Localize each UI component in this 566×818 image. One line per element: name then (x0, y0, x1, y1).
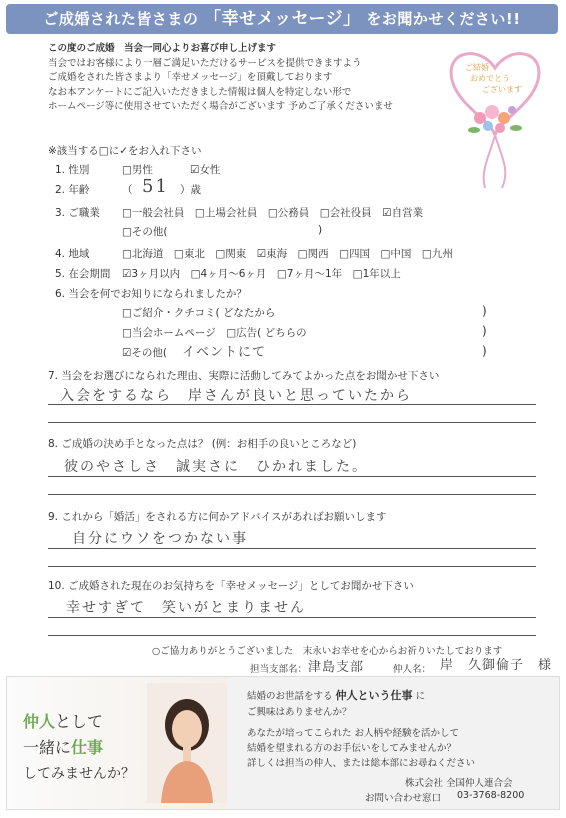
check-note: ※該当する□に✓をお入れ下さい (48, 145, 202, 157)
footer-right-line-4: 結婚を望まれる方のお手伝いをしてみませんか？ (247, 743, 457, 754)
q5-options[interactable]: ☑3ヶ月以内 □4ヶ月〜6ヶ月 □7ヶ月〜1年 □1年以上 (122, 268, 401, 280)
q6-paren-3: ) (482, 344, 487, 358)
answer-line (48, 566, 536, 567)
q3-label: 3. ご職業 (55, 207, 100, 219)
answer-line (48, 635, 536, 636)
q8-answer[interactable]: 彼のやさしさ 誠実さに ひかれました。 (64, 459, 368, 475)
thanks-text: ○ご協力ありがとうございました 末永いお幸せを心からお祈りいたしております (152, 646, 503, 657)
footer-right-line-5: 詳しくは担当の仲人、または総本部にお尋ねください (247, 758, 476, 769)
footer-headline-1: 仲人として (23, 712, 104, 731)
woman-photo-icon (147, 683, 227, 803)
deco-text-2: おめでとう (470, 74, 510, 83)
branch-label: 担当支部名： (250, 664, 308, 675)
q3-other-close: ) (318, 224, 323, 236)
q6-other-value[interactable]: イベントにて (182, 345, 267, 360)
header-highlight: 「幸せメッセージ」 (204, 9, 361, 29)
intro-line: ホームページ等に使用させていただく場合がございます 予めご了承くださいませ (48, 101, 393, 113)
q7-answer[interactable]: 入会をするなら 岸さんが良いと思っていたから (60, 388, 412, 404)
footer-right-line-1: 結婚のお世話をする 仲人という仕事 に (247, 689, 426, 702)
footer-company: 株式会社 全国仲人連合会 (405, 778, 513, 789)
q10-label: 10. ご成婚された現在のお気持ちを「幸せメッセージ」としてお聞かせ下さい (48, 580, 414, 592)
q4-label: 4. 地域 (55, 248, 90, 260)
intro-title: この度のご成婚 当会一同心よりお喜び申し上げます (48, 43, 277, 54)
q6-paren-1: ) (482, 304, 487, 318)
q4-options[interactable]: □北海道 □東北 □関東 ☑東海 □関西 □四国 □中国 □九州 (122, 248, 453, 260)
q7-label: 7. 当会をお選びになられた理由、実際に活動してみてよかった点をお聞かせ下さい (48, 370, 440, 382)
q2-label: 2. 年齢 (55, 184, 90, 196)
q1-label: 1. 性別 (55, 164, 90, 176)
q10-answer[interactable]: 幸せすぎて 笑いがとまりません (66, 600, 306, 616)
footer-right-line-3: あなたが培ってこられた お人柄や経験を活かして (247, 728, 460, 739)
answer-line (48, 548, 536, 549)
intro-line: 当会ではお客様により一層ご満足いただけるサービスを提供できますよう (48, 57, 362, 69)
q2-close: ）歳 (180, 184, 201, 196)
q6-label: 6. 当会を何でお知りになられましたか？ (55, 288, 247, 300)
q1-male-option[interactable]: □男性 (122, 164, 153, 176)
q2-age-value[interactable]: 51 (142, 176, 169, 197)
nakodo-label: 仲人名： (393, 664, 432, 675)
footer-left-panel (7, 677, 227, 809)
footer-headline-2: 一緒に仕事 (23, 738, 104, 757)
intro-text (48, 42, 448, 115)
answer-line (48, 617, 536, 618)
q6-paren-2: ) (482, 324, 487, 338)
header-pre: ご成婚された皆さまの (43, 10, 199, 28)
q5-label: 5. 在会期間 (55, 268, 111, 280)
intro-line: なお本アンケートにご記入いただきました情報は個人を特定しない形で (48, 86, 352, 98)
heart-bouquet-icon (440, 40, 550, 190)
q9-label: 9. これから「婚活」をされる方に何かアドバイスがあればお願いします (48, 511, 387, 523)
q2-open: （ (122, 184, 133, 196)
deco-text-1: ご結婚 (465, 63, 489, 72)
q6-option-referral[interactable]: □ご紹介・クチコミ( どなたから (122, 307, 276, 319)
header-post: をお聞かせください!! (366, 10, 521, 28)
q3-other[interactable]: □その他( (122, 226, 168, 238)
answer-line (48, 476, 536, 477)
intro-line: ご成婚をされた皆さまより「幸せメッセージ」を頂戴しております (48, 72, 333, 84)
footer-headline-3: してみませんか？ (23, 766, 135, 782)
answer-line (48, 494, 536, 495)
header-banner (6, 4, 558, 34)
q6-option-homepage[interactable]: □当会ホームページ □広告( どちらの (122, 327, 307, 339)
q8-label: 8. ご成婚の決め手となった点は？ (例：お相手の良いところなど) (48, 438, 357, 450)
q3-options[interactable]: □一般会社員 □上場会社員 □公務員 □会社役員 ☑自営業 (122, 207, 424, 219)
q6-option-other[interactable]: ☑その他( (122, 347, 168, 359)
q1-female-option[interactable]: ☑女性 (190, 164, 221, 176)
footer-ad (6, 676, 560, 810)
footer-right-line-2: ご興味はありませんか？ (247, 707, 352, 718)
footer-contact-label: お問い合わせ窓口 (365, 793, 442, 804)
footer-phone[interactable]: 03-3768-8200 (457, 790, 525, 801)
nakodo-value[interactable]: 岸 久御倫子 様 (440, 658, 553, 673)
q9-answer[interactable]: 自分にウソをつかない事 (72, 531, 248, 547)
deco-text-3: ございます (482, 85, 522, 94)
answer-line (48, 404, 536, 405)
answer-line (48, 422, 536, 423)
branch-value[interactable]: 津島支部 (308, 660, 365, 675)
